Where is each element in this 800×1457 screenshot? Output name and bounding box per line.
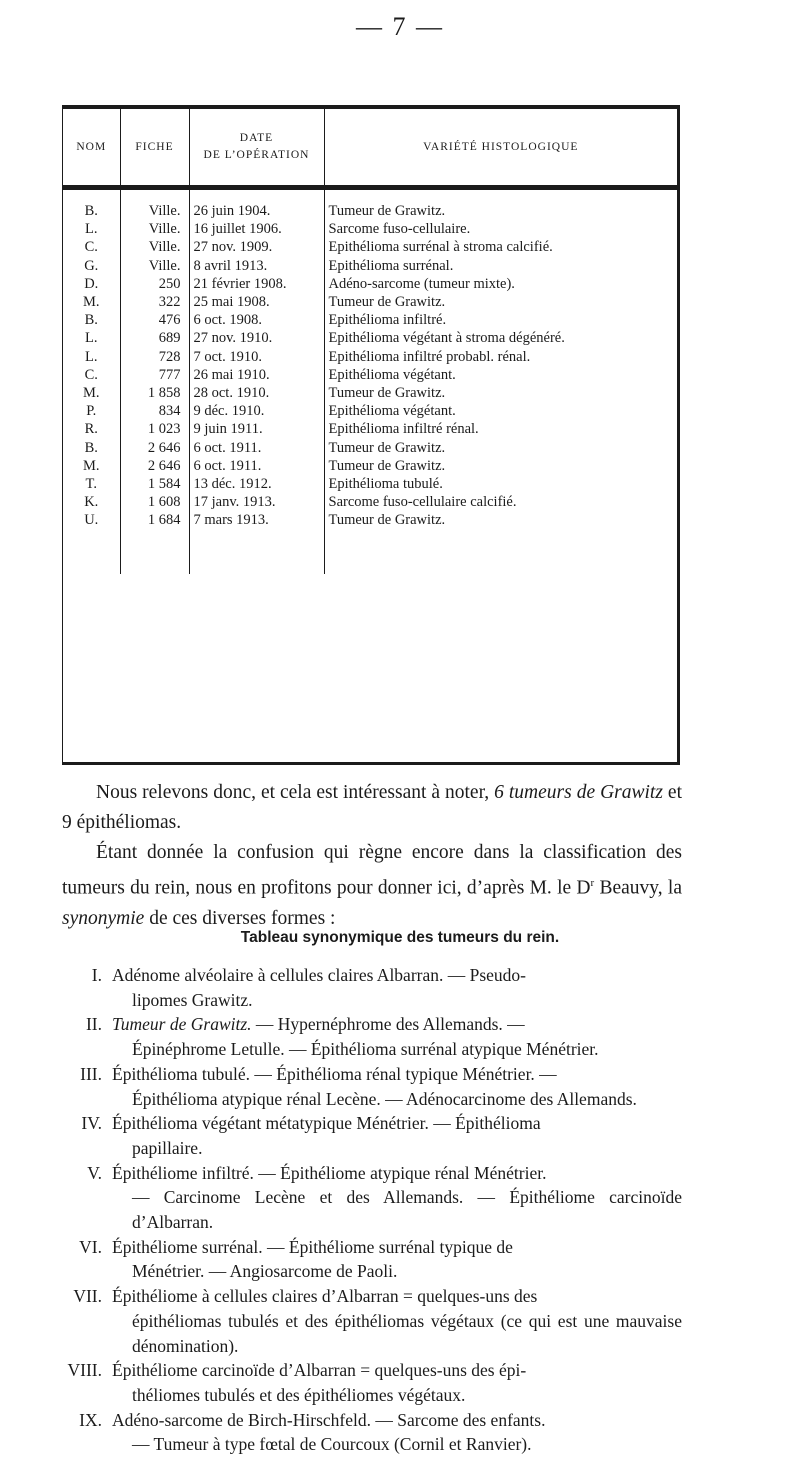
synonym-number: IV.: [81, 1113, 102, 1134]
synonym-item: [62, 1408, 682, 1457]
table-header-row: [63, 109, 677, 188]
table-row: [63, 348, 677, 366]
synonym-item: [62, 1111, 682, 1160]
synonym-text: [112, 1284, 682, 1358]
cell-date: 6 oct. 1911.: [189, 439, 324, 457]
cell-date: 9 déc. 1910.: [189, 402, 324, 420]
cell-nom: P.: [63, 402, 120, 420]
synonym-line: Adéno-sarcome de Birch-Hirschfeld. — Sarcome des enfants.: [112, 1409, 546, 1430]
cell-fiche: 322: [120, 293, 189, 311]
cell-date: 21 février 1908.: [189, 275, 324, 293]
synonym-item: [62, 1161, 682, 1235]
p2-text-b: Beauvy, la: [594, 877, 683, 899]
synonym-item: [62, 1235, 682, 1284]
synonym-text: [112, 1408, 682, 1457]
synonym-text: [112, 1062, 682, 1111]
cell-nom: G.: [63, 257, 120, 275]
header-variete: VARIÉTÉ HISTOLOGIQUE: [324, 109, 677, 188]
cell-nom: L.: [63, 329, 120, 347]
p2-text-a: Étant donnée la confusion qui règne encore dans la classification des tumeurs du rein, nous en profitons pour donner ici, d’après M. le D: [62, 842, 682, 899]
header-nom: NOM: [63, 109, 120, 188]
synonym-line: Épithélioma végétant métatypique Ménétrier. — Épithélioma: [112, 1113, 541, 1134]
synonym-number: III.: [80, 1063, 102, 1084]
cell-date: 28 oct. 1910.: [189, 384, 324, 402]
cell-date: 16 juillet 1906.: [189, 220, 324, 238]
p1-text-italic: 6 tumeurs de Grawitz: [494, 782, 663, 803]
cell-variete: Epithélioma végétant.: [328, 366, 456, 383]
cell-nom: B.: [63, 311, 120, 329]
table-row: [63, 457, 677, 475]
cases-table: [62, 105, 680, 765]
cell-nom: R.: [63, 420, 120, 438]
synonym-list: [62, 963, 682, 1457]
synonym-number: I.: [91, 965, 102, 985]
cell-variete: Tumeur de Grawitz.: [328, 512, 446, 529]
paragraph-tally: [62, 778, 682, 838]
synonym-text: [112, 1161, 682, 1235]
cell-nom: C.: [63, 238, 120, 256]
synonym-text: [112, 1111, 682, 1160]
cell-variete: Tumeur de Grawitz.: [328, 439, 446, 456]
cell-variete: Tumeur de Grawitz.: [328, 385, 446, 402]
synonym-line: Épithéliome infiltré. — Épithéliome atypique rénal Ménétrier.: [112, 1162, 547, 1183]
synonym-text: [112, 963, 682, 1012]
synonym-continuation: Ménétrier. — Angiosarcome de Paoli.: [132, 1261, 398, 1282]
p1-text-a: Nous relevons donc, et cela est intéressant à noter,: [96, 782, 495, 803]
synonym-line: Épithéliome carcinoïde d’Albarran = quelques-uns des épi-: [112, 1360, 527, 1381]
cell-nom: C.: [63, 366, 120, 384]
synonym-continuation: — Carcinome Lecène et des Allemands. — Épithéliome carcinoïde d’Albarran.: [132, 1187, 682, 1233]
synonym-continuation: théliomes tubulés et des épithéliomes végétaux.: [132, 1384, 466, 1405]
table-row: [63, 493, 677, 511]
cell-nom: L.: [63, 220, 120, 238]
synonym-item: [62, 1284, 682, 1358]
synonym-continuation: Épinéphrome Letulle. — Épithélioma surrénal atypique Ménétrier.: [132, 1039, 599, 1060]
header-date: [189, 109, 324, 188]
cell-variete: Tumeur de Grawitz.: [328, 457, 446, 474]
table-row: [63, 220, 677, 238]
table-row: [63, 384, 677, 402]
synonym-number: II.: [85, 1014, 102, 1035]
header-date-line2: DE L’OPÉRATION: [203, 149, 310, 161]
cell-date: 6 oct. 1908.: [189, 311, 324, 329]
cell-variete: Sarcome fuso-cellulaire.: [328, 221, 471, 238]
cell-variete: Epithélioma végétant.: [328, 403, 456, 420]
synonym-item: [62, 963, 682, 1012]
cell-date: 17 janv. 1913.: [189, 493, 324, 511]
synonym-continuation: — Tumeur à type fœtal de Courcoux (Cornil et Ranvier).: [132, 1434, 532, 1455]
table-row: [63, 238, 677, 256]
table-row: [63, 275, 677, 293]
cell-fiche: Ville.: [120, 257, 189, 275]
synonym-text: [112, 1012, 682, 1061]
cell-fiche: 689: [120, 329, 189, 347]
cell-date: 9 juin 1911.: [189, 420, 324, 438]
p1-text-c: et 9 épithéliomas.: [62, 782, 682, 833]
cell-variete: Epithélioma infiltré probabl. rénal.: [328, 348, 531, 365]
cell-variete: Epithélioma végétant à stroma dégénéré.: [328, 330, 565, 347]
cell-nom: M.: [63, 293, 120, 311]
cell-variete: Adéno-sarcome (tumeur mixte).: [328, 275, 515, 292]
synonym-number: VIII.: [67, 1360, 102, 1381]
cell-fiche: 1 584: [120, 475, 189, 493]
header-fiche: FICHE: [120, 109, 189, 188]
cell-date: 26 mai 1910.: [189, 366, 324, 384]
synonym-line: Épithéliome à cellules claires d’Albarran = quelques-uns des: [112, 1286, 538, 1307]
synonym-line: Épithéliome surrénal. — Épithéliome surrénal typique de: [112, 1236, 513, 1257]
cell-nom: M.: [63, 384, 120, 402]
cell-nom: D.: [63, 275, 120, 293]
cell-date: 27 nov. 1910.: [189, 329, 324, 347]
cell-date: 27 nov. 1909.: [189, 238, 324, 256]
cell-date: 7 oct. 1910.: [189, 348, 324, 366]
cell-fiche: Ville.: [120, 220, 189, 238]
synonym-continuation: Épithélioma atypique rénal Lecène. — Adénocarcinome des Allemands.: [132, 1088, 637, 1109]
cell-variete: Sarcome fuso-cellulaire calcifié.: [328, 494, 517, 511]
cell-fiche: 777: [120, 366, 189, 384]
empty-cell: [324, 530, 677, 574]
synonym-italic: Tumeur de Grawitz.: [112, 1014, 252, 1035]
table-row: [63, 293, 677, 311]
synonym-line: — Hypernéphrome des Allemands. —: [251, 1014, 525, 1035]
synonym-number: V.: [87, 1162, 102, 1183]
cell-variete: Epithélioma infiltré rénal.: [328, 421, 479, 438]
synonym-continuation: lipomes Grawitz.: [132, 989, 253, 1010]
synonym-number: IX.: [79, 1409, 102, 1430]
synonym-item: [62, 1062, 682, 1111]
cell-fiche: 1 608: [120, 493, 189, 511]
header-date-line1: DATE: [239, 132, 274, 144]
cell-variete: Epithélioma surrénal à stroma calcifié.: [328, 239, 553, 256]
cell-nom: B.: [63, 439, 120, 457]
synonym-line: Épithélioma tubulé. — Épithélioma rénal typique Ménétrier. —: [112, 1063, 557, 1084]
synonym-continuation: épithéliomas tubulés et des épithéliomas végétaux (ce qui est une mauvaise dénomination).: [132, 1310, 682, 1356]
empty-cell: [189, 530, 324, 574]
cell-date: 13 déc. 1912.: [189, 475, 324, 493]
cell-date: 8 avril 1913.: [189, 257, 324, 275]
table-row: [63, 511, 677, 529]
cell-nom: K.: [63, 493, 120, 511]
table-row: [63, 366, 677, 384]
cell-variete: Epithélioma surrénal.: [328, 257, 454, 274]
table-row: [63, 475, 677, 493]
table-row: [63, 311, 677, 329]
cell-date: 26 juin 1904.: [189, 188, 324, 221]
cell-fiche: 1 023: [120, 420, 189, 438]
cell-variete: Tumeur de Grawitz.: [328, 203, 446, 219]
cell-nom: B.: [63, 188, 120, 221]
cell-fiche: 250: [120, 275, 189, 293]
cell-date: 6 oct. 1911.: [189, 457, 324, 475]
p2-sup: r: [590, 877, 595, 889]
table-row: [63, 257, 677, 275]
cell-nom: U.: [63, 511, 120, 529]
table-filler-row: [63, 530, 677, 574]
cell-variete: Epithélioma tubulé.: [328, 476, 443, 493]
synonym-line: Adénome alvéolaire à cellules claires Albarran. — Pseudo-: [112, 965, 527, 985]
synonym-number: VI.: [79, 1236, 102, 1257]
cell-nom: T.: [63, 475, 120, 493]
synonym-text: [112, 1235, 682, 1284]
table-row: [63, 329, 677, 347]
table-row: [63, 402, 677, 420]
table-row: [63, 420, 677, 438]
cell-fiche: 1 858: [120, 384, 189, 402]
cell-fiche: 2 646: [120, 439, 189, 457]
cell-fiche: 476: [120, 311, 189, 329]
table-row: [63, 439, 677, 457]
table-row: [63, 188, 677, 221]
synonym-item: [62, 1012, 682, 1061]
cell-nom: M.: [63, 457, 120, 475]
cell-fiche: Ville.: [120, 188, 189, 221]
paragraph-classification: [62, 838, 682, 934]
cell-variete: Epithélioma infiltré.: [328, 312, 447, 329]
cell-fiche: 1 684: [120, 511, 189, 529]
cell-fiche: 728: [120, 348, 189, 366]
body-text: [62, 778, 682, 934]
p2-text-italic: synonymie: [62, 907, 145, 929]
cell-fiche: 834: [120, 402, 189, 420]
cell-fiche: 2 646: [120, 457, 189, 475]
synonym-continuation: papillaire.: [132, 1137, 203, 1158]
synonym-number: VII.: [73, 1286, 102, 1307]
cell-nom: L.: [63, 348, 120, 366]
cell-date: 7 mars 1913.: [189, 511, 324, 529]
empty-cell: [63, 530, 120, 574]
page-number: — 7 —: [356, 12, 444, 41]
cell-variete: Tumeur de Grawitz.: [328, 294, 446, 311]
p2-text-d: de ces diverses formes :: [144, 907, 336, 929]
cell-date: 25 mai 1908.: [189, 293, 324, 311]
synonym-table-title: Tableau synonymique des tumeurs du rein.: [240, 929, 560, 946]
cell-fiche: Ville.: [120, 238, 189, 256]
empty-cell: [120, 530, 189, 574]
